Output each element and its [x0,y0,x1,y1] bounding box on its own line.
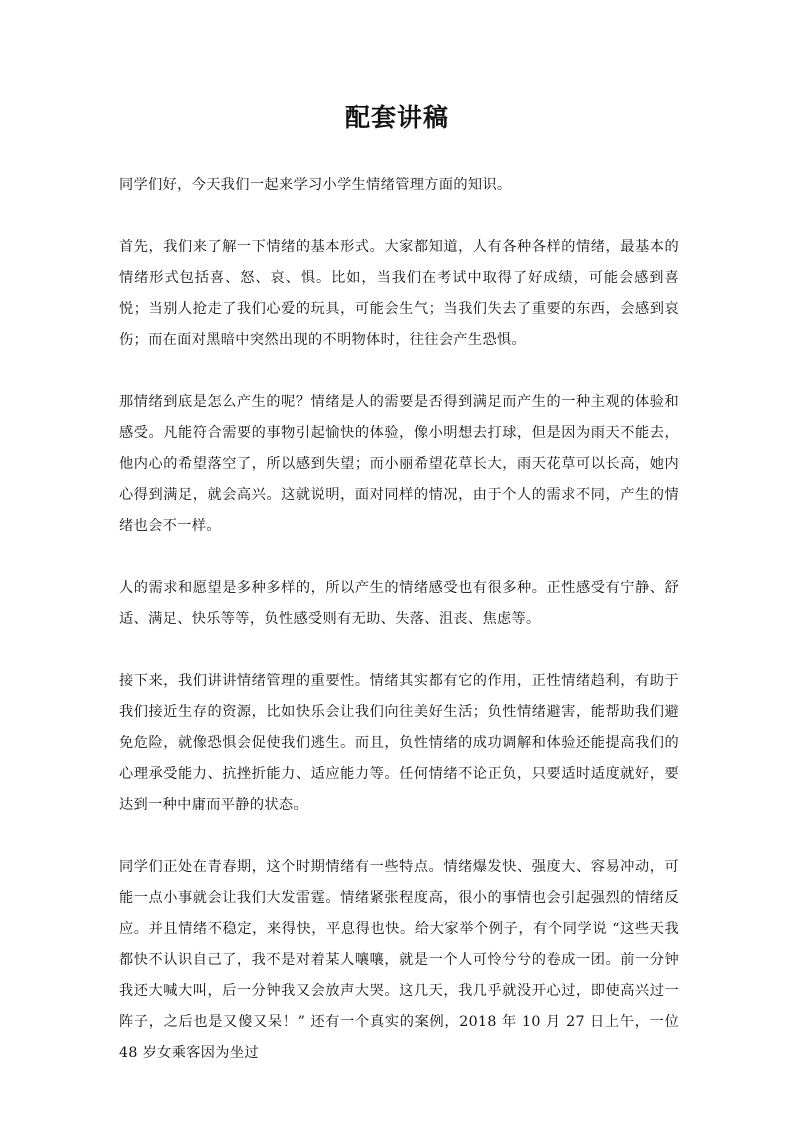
paragraph: 同学们好，今天我们一起来学习小学生情绪管理方面的知识。 [119,177,512,193]
paragraph: 人的需求和愿望是多种多样的，所以产生的情绪感受也有很多种。正性感受有宁静、舒适、满足、快乐等等，负性感受则有无助、失落、沮丧、焦虑等。 [119,580,679,627]
paragraph: 同学们正处在青春期，这个时期情绪有一些特点。情绪爆发快、强度大、容易冲动，可能一点小事就会让我们大发雷霆。情绪紧张程度高，很小的事情也会引起强烈的情绪反应。并且情绪不稳定，来得快，平息得也快。给大家举个例子，有个同学说 “这些天我都快不认识自己了，我不是对着某人嚷嚷，就是一个人可怜兮兮的卷成一团。前一分钟我还大喊大叫，后一分钟我又会放声大哭。这几天，我几乎就没开心过，即使高兴过一阵子，之后也是又傻又呆！” 还有一个真实的案例，2018 年 10 月 27 日上午，一位 48 岁女乘客因为坐过 [119,859,679,1061]
paragraph: 接下来，我们讲讲情绪管理的重要性。情绪其实都有它的作用，正性情绪趋利，有助于我们接近生存的资源，比如快乐会让我们向往美好生活；负性情绪避害，能帮助我们避免危险，就像恐惧会促使我们逃生。而且，负性情绪的成功调解和体验还能提高我们的心理承受能力、抗挫折能力、适应能力等。任何情绪不论正负，只要适时适度就好，要达到一种中庸而平静的状态。 [119,673,679,813]
paragraph: 那情绪到底是怎么产生的呢？情绪是人的需要是否得到满足而产生的一种主观的体验和感受。凡能符合需要的事物引起愉快的体验，像小明想去打球，但是因为雨天不能去，他内心的希望落空了，所以感到失望；而小丽希望花草长大，雨天花草可以长高，她内心得到满足，就会高兴。这就说明，面对同样的情况，由于个人的需求不同，产生的情绪也会不一样。 [119,394,679,534]
paragraph: 首先，我们来了解一下情绪的基本形式。大家都知道，人有各种各样的情绪，最基本的情绪形式包括喜、怒、哀、惧。比如，当我们在考试中取得了好成绩，可能会感到喜悦；当别人抢走了我们心爱的玩具，可能会生气；当我们失去了重要的东西，会感到哀伤；而在面对黑暗中突然出现的不明物体时，往往会产生恐惧。 [119,239,679,348]
document-title: 配套讲稿 [344,103,449,132]
document-body [119,170,679,1100]
